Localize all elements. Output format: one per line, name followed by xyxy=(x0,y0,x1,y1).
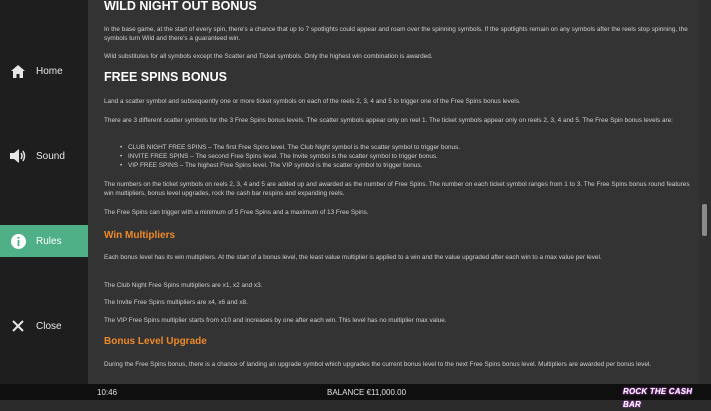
list-item: • INVITE FREE SPINS – The second Free Spins level. The Invite symbol is the scatter symbol to trigger bonus. xyxy=(120,152,460,161)
rules-panel[interactable] xyxy=(88,0,699,384)
win-multipliers-paragraph-1: Each bonus level has its win multipliers. At the start of a bonus level, the least value multiplier is applied to a win and the value upgraded after each win to a max value per level. xyxy=(104,254,602,261)
scrollbar-thumb[interactable] xyxy=(702,204,707,236)
sidebar-menu xyxy=(0,0,88,384)
nav-home-label: Home xyxy=(36,65,63,77)
rules-scrollbar[interactable] xyxy=(699,0,711,384)
status-bar xyxy=(0,384,711,409)
close-icon xyxy=(9,317,27,335)
bonus-level-upgrade-paragraph-1: During the Free Spins bonus, there is a chance of landing an upgrade symbol which upgrades the current bonus level to the next Free Spins bonus level. Multipliers are awarded per bonus level. xyxy=(104,361,652,368)
list-item: • VIP FREE SPINS – The highest Free Spins level. The VIP symbol is the scatter symbol to trigger bonus. xyxy=(120,161,460,170)
nav-home[interactable] xyxy=(0,55,88,87)
nav-rules-label: Rules xyxy=(36,235,62,247)
wild-bonus-paragraph-2: Wild substitutes for all symbols except the Scatter and Ticket symbols. Only the highest win combination is awarded. xyxy=(104,53,433,60)
nav-rules[interactable] xyxy=(0,225,88,257)
nav-close[interactable] xyxy=(0,310,88,342)
balance-display: BALANCE €11,000.00 xyxy=(327,388,407,397)
win-multipliers-title: Win Multipliers xyxy=(104,230,176,241)
game-logo: ROCK THE CASH BAR xyxy=(623,387,693,409)
nav-sound[interactable] xyxy=(0,140,88,172)
clock-time: 10:46 xyxy=(97,388,118,397)
free-spins-paragraph-4: The Free Spins can trigger with a minimum of 5 Free Spins and a maximum of 13 Free Spins. xyxy=(104,209,369,216)
free-spins-title: FREE SPINS BONUS xyxy=(104,70,227,84)
win-multipliers-paragraph-4: The VIP Free Spins multiplier starts from x10 and increases by one after each win. This level has no multiplier max value. xyxy=(104,317,447,324)
free-spins-paragraph-3: The numbers on the ticket symbols on reels 2, 3, 4 and 5 are added up and awarded as the number of Free Spins. The number on each ticket symbol ranges from 1 to 3. The Free Spins bonus round features win multipliers, bonus level upgrades, rock the cash bar respins and expanding reels. xyxy=(104,181,690,198)
nav-sound-label: Sound xyxy=(36,150,65,162)
win-multipliers-paragraph-2: The Club Night Free Spins multipliers are x1, x2 and x3. xyxy=(104,282,263,289)
speaker-icon xyxy=(9,147,27,165)
free-spins-paragraph-1: Land a scatter symbol and subsequently one or more ticket symbols on each of the reels 2, 3, 4 and 5 to trigger one of the Free Spins bonus levels. xyxy=(104,98,521,105)
bonus-level-upgrade-title: Bonus Level Upgrade xyxy=(104,336,207,347)
wild-bonus-paragraph-1: In the base game, at the start of every spin, there's a chance that up to 7 spotlights could appear and roam over the spinning symbols. If the spotlights remain on any symbols after the reels stop spinning, the symbols turn Wild and there's a guaranteed win. xyxy=(104,26,688,43)
info-icon xyxy=(9,232,27,250)
free-spins-paragraph-2: There are 3 different scatter symbols for the 3 Free Spins bonus levels. The scatter symbols appear only on reel 1. The ticket symbols appear only on reels 2, 3, 4 and 5. The Free Spin bonus levels are: xyxy=(104,117,673,124)
home-icon xyxy=(9,62,27,80)
wild-bonus-title: WILD NIGHT OUT BONUS xyxy=(104,0,257,13)
free-spins-levels-list xyxy=(120,143,460,171)
list-item: • CLUB NIGHT FREE SPINS – The first Free Spins level. The Club Night symbol is the scatter symbol to trigger bonus. xyxy=(120,143,460,152)
win-multipliers-paragraph-3: The Invite Free Spins multipliers are x4, x6 and x8. xyxy=(104,299,248,306)
nav-close-label: Close xyxy=(36,320,62,332)
